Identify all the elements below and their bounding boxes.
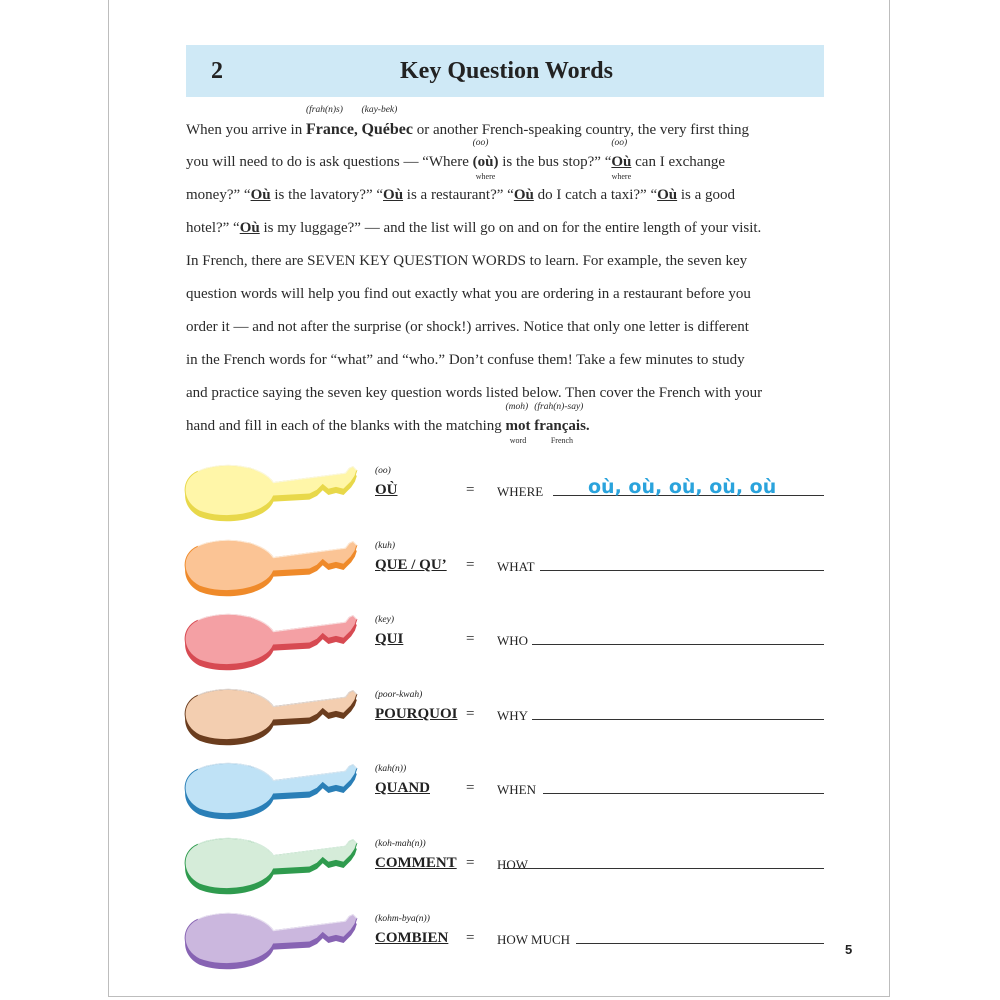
french-word: OÙ — [375, 482, 398, 498]
french-word: QUE / QU’ — [375, 557, 447, 573]
equals-sign: = — [466, 557, 475, 573]
paragraph-line-4: hotel?” “Où is my luggage?” — and the list will go on and on for the entire length of your visit. — [186, 220, 762, 236]
key-icon — [180, 682, 365, 754]
pronunciation: (kuh) — [375, 541, 396, 551]
french-word: COMBIEN — [375, 930, 449, 946]
page-number: 5 — [845, 942, 853, 957]
vocab-row — [180, 682, 840, 752]
pronunciation: (key) — [375, 615, 394, 625]
word-ou-where: (oo) (où) where — [472, 138, 499, 181]
word-france: (frah(n)s) France — [305, 105, 354, 138]
answer-blank[interactable] — [503, 868, 824, 869]
key-icon — [180, 607, 365, 679]
english-word: HOW MUCH — [497, 932, 571, 947]
french-word: QUAND — [375, 780, 430, 796]
equals-sign: = — [466, 482, 475, 498]
pronunciation: (oo) — [375, 466, 391, 476]
english-word: WHAT — [497, 559, 535, 574]
equals-sign: = — [466, 706, 475, 722]
key-icon — [180, 831, 365, 903]
paragraph-line-6: question words will help you find out exactly what you are ordering in a restaurant before you — [186, 286, 751, 302]
french-word: COMMENT — [375, 855, 457, 871]
key-icon — [180, 906, 365, 978]
vocab-row — [180, 906, 840, 976]
pronunciation: (kohm-byа(n)) — [375, 914, 430, 924]
english-word: HOW — [497, 857, 529, 872]
answer-blank[interactable] — [540, 570, 824, 571]
word-mot: (moh) mot word — [505, 402, 531, 445]
vocab-row — [180, 756, 840, 826]
paragraph-line-5: In French, there are SEVEN KEY QUESTION WORDS to learn. For example, the seven key — [186, 253, 748, 269]
english-word: WHERE — [497, 484, 544, 499]
paragraph-line-7: order it — and not after the surprise (or shock!) arrives. Notice that only one letter is different — [186, 319, 749, 335]
answer-blank[interactable] — [543, 793, 824, 794]
word-francais: (frah(n)-say) français. French — [534, 402, 590, 445]
chapter-number: 2 — [211, 58, 223, 84]
pronunciation: (poor-kwah) — [375, 690, 423, 700]
paragraph-line-10: hand and fill in each of the blanks with the matching (moh) mot word (frah(n)-say) français. French — [186, 402, 590, 445]
answer-blank[interactable] — [532, 719, 824, 720]
chapter-title: Key Question Words — [400, 58, 613, 84]
paragraph-line-8: in the French words for “what” and “who.” Don’t confuse them! Take a few minutes to study — [186, 352, 745, 368]
vocab-row — [180, 533, 840, 603]
english-word: WHEN — [497, 782, 536, 797]
paragraph-line-9: and practice saying the seven key question words listed below. Then cover the French with your — [186, 385, 763, 401]
french-word: POURQUOI — [375, 706, 458, 722]
english-word: WHY — [497, 708, 529, 723]
key-icon — [180, 533, 365, 605]
french-word: QUI — [375, 631, 404, 647]
pronunciation: (koh-mah(n)) — [375, 839, 426, 849]
equals-sign: = — [466, 855, 475, 871]
handwritten-answer: où, où, où, où, où — [588, 476, 777, 498]
equals-sign: = — [466, 780, 475, 796]
paragraph-line-1: When you arrive in (frah(n)s) France, (kay-bek) Québec or another French-speaking country, the very first thing — [186, 105, 750, 138]
word-quebec: (kay-bek) Québec — [361, 105, 413, 138]
vocab-row — [180, 831, 840, 901]
word-ou-where-2: (oo) Où where — [611, 138, 632, 181]
equals-sign: = — [466, 930, 475, 946]
key-icon — [180, 458, 365, 530]
answer-blank[interactable] — [532, 644, 824, 645]
paragraph-line-2: you will need to do is ask questions — “Where (oo) (où) where is the bus stop?” “ (oo) Où where can I exchange — [186, 138, 726, 181]
vocab-row — [180, 607, 840, 677]
key-icon — [180, 756, 365, 828]
english-word: WHO — [497, 633, 529, 648]
pronunciation: (kah(n)) — [375, 764, 407, 774]
answer-blank[interactable] — [576, 943, 824, 944]
paragraph-line-3: money?” “Où is the lavatory?” “Où is a restaurant?” “Où do I catch a taxi?” “Où is a good — [186, 187, 736, 203]
equals-sign: = — [466, 631, 475, 647]
